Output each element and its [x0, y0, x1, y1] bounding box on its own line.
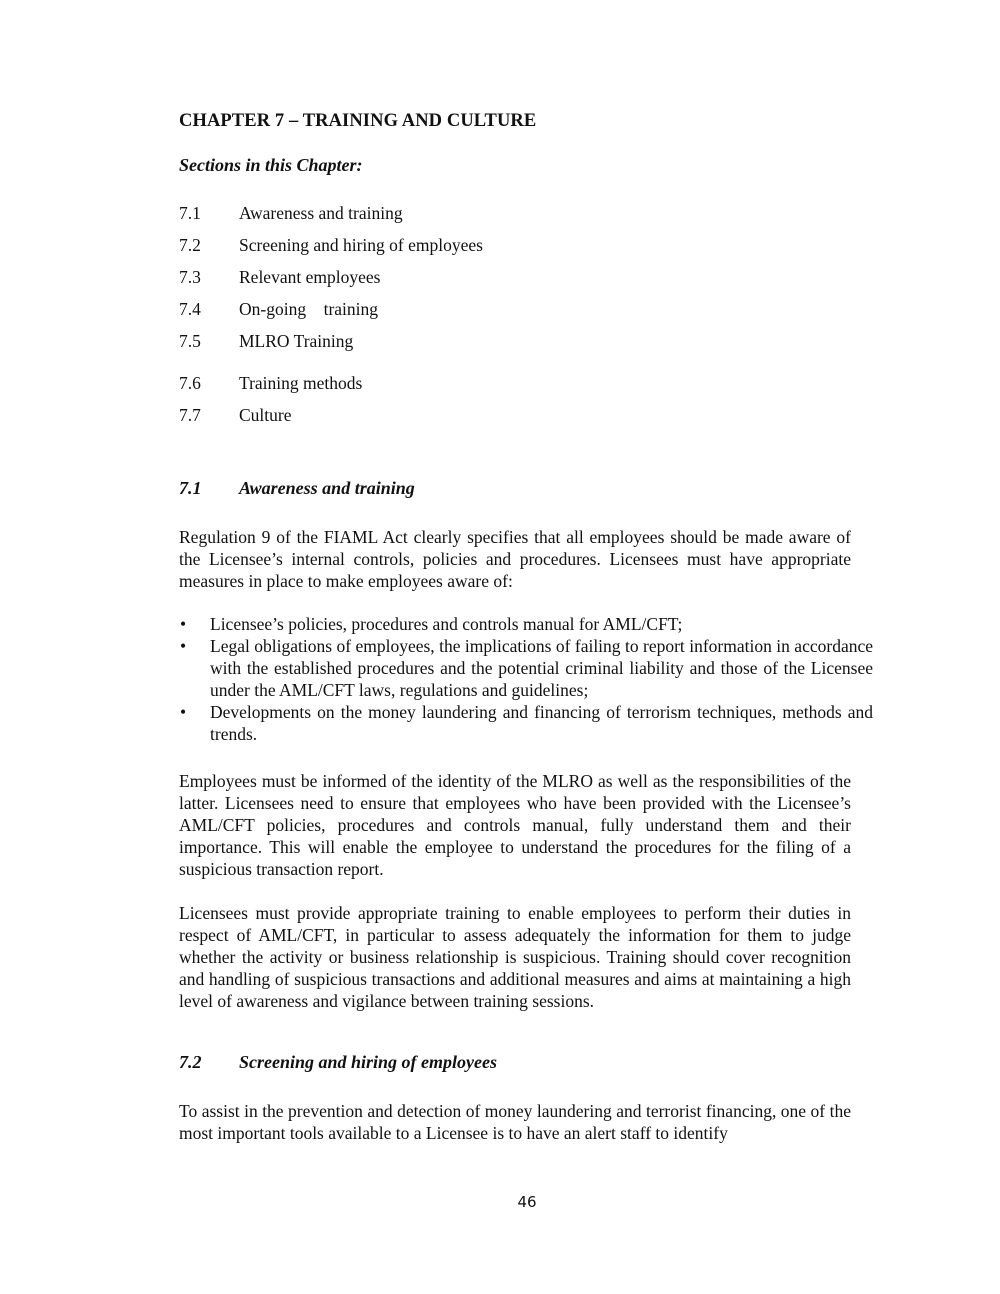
bullet-text: Licensee’s policies, procedures and controls manual for AML/CFT; [210, 614, 683, 634]
toc-title: Culture [239, 405, 292, 425]
toc-number: 7.2 [179, 235, 201, 255]
bullet-list [179, 613, 873, 745]
toc-title: Relevant employees [239, 267, 381, 287]
toc-number: 7.3 [179, 267, 201, 287]
toc-item-7-1 [179, 203, 403, 224]
section-number: 7.2 [179, 1052, 202, 1072]
toc-number: 7.4 [179, 299, 201, 319]
section-title: Awareness and training [239, 478, 415, 498]
sections-label: Sections in this Chapter: [179, 155, 363, 175]
bullet-item [179, 613, 873, 635]
section-heading-7-2 [179, 1052, 497, 1073]
toc-title: MLRO Training [239, 331, 354, 351]
paragraph-intro: Regulation 9 of the FIAML Act clearly specifies that all employees should be made aware of the Licensee’s internal controls, policies and procedures. Licensees must have appropriate measures in place to make employees aware of: [179, 527, 851, 591]
section-title: Screening and hiring of employees [239, 1052, 498, 1072]
section-number: 7.1 [179, 478, 202, 498]
toc-title: On-going training [239, 299, 379, 319]
bullet-item [179, 701, 873, 745]
paragraph-mlro: Employees must be informed of the identity of the MLRO as well as the responsibilities of the latter. Licensees need to ensure that employees who have been provided with the Licensee’s AML/CFT policies, procedures and controls manual, fully understand them and their importance. This will enable the employee to understand the procedures for the filing of a suspicious transaction report. [179, 771, 851, 879]
bullet-text: Developments on the money laundering and financing of terrorism techniques, methods and trends. [210, 702, 873, 744]
paragraph-training: Licensees must provide appropriate training to enable employees to perform their duties in respect of AML/CFT, in particular to assess adequately the information for them to judge whether the activity or business relationship is suspicious. Training should cover recognition and handling of suspicious transactions and additional measures and aims at maintaining a high level of awareness and vigilance between training sessions. [179, 903, 851, 1011]
toc-number: 7.6 [179, 373, 201, 393]
bullet-icon: • [180, 636, 187, 656]
toc-number: 7.5 [179, 331, 201, 351]
page-number: 46 [517, 1193, 537, 1211]
toc-item-7-5 [179, 331, 353, 352]
bullet-item [179, 635, 873, 701]
bullet-text: Legal obligations of employees, the implications of failing to report information in accordance with the established procedures and the potential criminal liability and those of the Licensee under the AML/CFT laws, regulations and guidelines; [210, 636, 873, 700]
section-heading-7-1 [179, 478, 415, 499]
chapter-title: CHAPTER 7 – TRAINING AND CULTURE [179, 111, 537, 131]
toc-number: 7.7 [179, 405, 201, 425]
bullet-icon: • [180, 702, 187, 722]
toc-item-7-3 [179, 267, 380, 288]
toc-title: Training methods [239, 373, 363, 393]
toc-item-7-2 [179, 235, 483, 256]
toc-item-7-7 [179, 405, 292, 426]
paragraph-screening: To assist in the prevention and detection of money laundering and terrorist financing, one of the most important tools available to a Licensee is to have an alert staff to identify [179, 1101, 851, 1143]
bullet-icon: • [180, 614, 187, 634]
toc-title: Screening and hiring of employees [239, 235, 483, 255]
toc-title: Awareness and training [239, 203, 403, 223]
toc-item-7-4 [179, 299, 378, 320]
toc-number: 7.1 [179, 203, 201, 223]
toc-item-7-6 [179, 373, 362, 394]
